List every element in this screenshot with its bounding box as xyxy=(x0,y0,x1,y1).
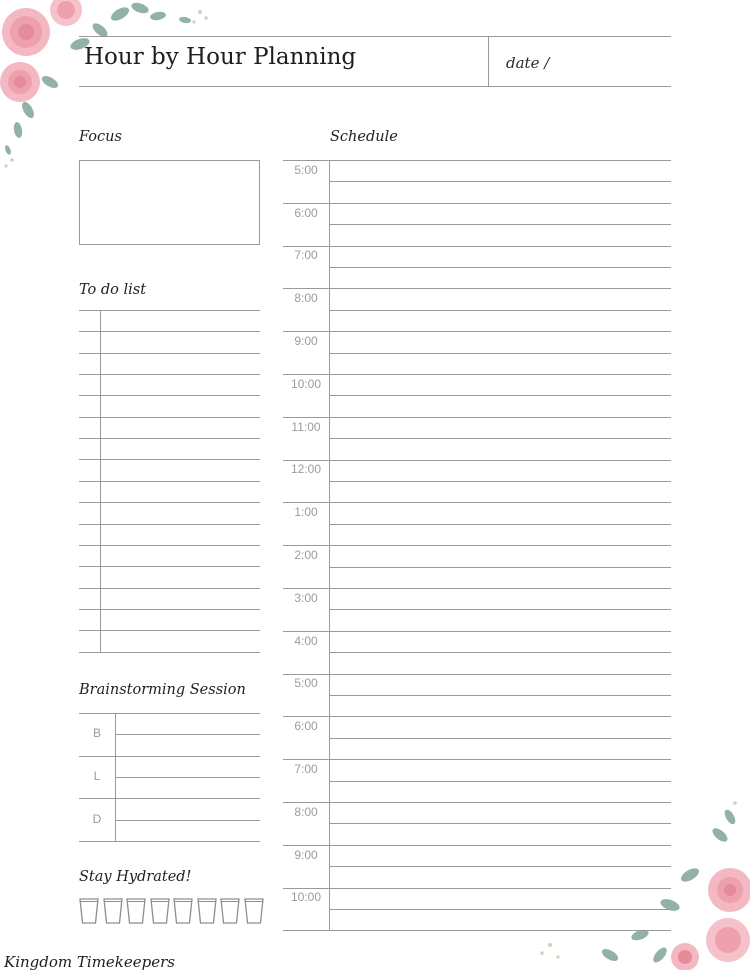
schedule-slot[interactable] xyxy=(330,545,671,588)
schedule-time-label: 9:00 xyxy=(294,334,318,348)
hydrate-heading: Stay Hydrated! xyxy=(79,869,192,885)
brainstorm-heading: Brainstorming Session xyxy=(79,682,246,698)
schedule-slot[interactable] xyxy=(330,631,671,674)
header-divider xyxy=(488,36,489,87)
todo-item[interactable] xyxy=(101,524,260,545)
todo-item[interactable] xyxy=(101,566,260,587)
todo-item[interactable] xyxy=(101,353,260,374)
water-cup-icon[interactable] xyxy=(79,898,99,928)
header-top-rule xyxy=(79,36,671,37)
schedule-time-label: 9:00 xyxy=(294,848,318,862)
todo-item[interactable] xyxy=(101,502,260,523)
water-cup-icon[interactable] xyxy=(173,898,193,928)
schedule-time-label: 5:00 xyxy=(294,163,318,177)
todo-item[interactable] xyxy=(101,438,260,459)
schedule-time-label: 10:00 xyxy=(290,890,322,904)
brainstorm-rule xyxy=(79,841,260,842)
schedule-slot[interactable] xyxy=(330,502,671,545)
schedule-slot[interactable] xyxy=(330,417,671,460)
schedule-slot[interactable] xyxy=(330,674,671,717)
brainstorm-meal-label: D xyxy=(92,812,102,826)
schedule-slot[interactable] xyxy=(330,203,671,246)
header-bottom-rule xyxy=(79,86,671,87)
footer-brand: Kingdom Timekeepers xyxy=(4,953,175,971)
water-cup-icon[interactable] xyxy=(150,898,170,928)
schedule-time-label: 7:00 xyxy=(294,248,318,262)
schedule-slot[interactable] xyxy=(330,845,671,888)
schedule-time-label: 8:00 xyxy=(294,805,318,819)
brainstorm-entry[interactable] xyxy=(116,756,260,799)
todo-item[interactable] xyxy=(101,459,260,480)
schedule-slot[interactable] xyxy=(330,588,671,631)
date-field-label[interactable]: date / xyxy=(506,54,550,72)
schedule-slot[interactable] xyxy=(330,802,671,845)
todo-item[interactable] xyxy=(101,310,260,331)
brainstorm-entry[interactable] xyxy=(116,798,260,841)
todo-item[interactable] xyxy=(101,630,260,651)
water-cup-icon[interactable] xyxy=(197,898,217,928)
todo-item[interactable] xyxy=(101,331,260,352)
schedule-slot[interactable] xyxy=(330,374,671,417)
schedule-time-label: 12:00 xyxy=(290,462,322,476)
todo-heading: To do list xyxy=(79,282,147,298)
schedule-slot[interactable] xyxy=(330,246,671,289)
todo-item[interactable] xyxy=(101,374,260,395)
water-cup-icon[interactable] xyxy=(220,898,240,928)
brainstorm-meal-label: B xyxy=(92,726,101,740)
schedule-slot[interactable] xyxy=(330,460,671,503)
schedule-slot[interactable] xyxy=(330,716,671,759)
brainstorm-entry[interactable] xyxy=(116,713,260,756)
todo-item[interactable] xyxy=(101,395,260,416)
focus-box[interactable] xyxy=(79,160,260,245)
schedule-slot[interactable] xyxy=(330,331,671,374)
schedule-time-label: 11:00 xyxy=(291,420,321,434)
schedule-time-label: 3:00 xyxy=(294,591,318,605)
todo-item[interactable] xyxy=(101,545,260,566)
todo-item[interactable] xyxy=(101,417,260,438)
schedule-slot[interactable] xyxy=(330,759,671,802)
schedule-time-label: 8:00 xyxy=(294,291,318,305)
schedule-time-label: 5:00 xyxy=(294,676,318,690)
water-cup-icon[interactable] xyxy=(244,898,264,928)
schedule-time-label: 7:00 xyxy=(294,762,318,776)
todo-item[interactable] xyxy=(101,609,260,630)
schedule-time-label: 2:00 xyxy=(294,548,318,562)
schedule-time-label: 6:00 xyxy=(294,719,318,733)
schedule-time-label: 1:00 xyxy=(294,505,318,519)
schedule-slot[interactable] xyxy=(330,160,671,203)
schedule-slot[interactable] xyxy=(330,288,671,331)
schedule-time-label: 10:00 xyxy=(290,377,322,391)
water-cup-icon[interactable] xyxy=(103,898,123,928)
floral-corner-top-left xyxy=(0,0,220,175)
brainstorm-meal-label: L xyxy=(93,769,101,783)
todo-item[interactable] xyxy=(101,481,260,502)
focus-heading: Focus xyxy=(79,129,122,145)
schedule-time-label: 4:00 xyxy=(294,634,318,648)
schedule-time-label: 6:00 xyxy=(294,206,318,220)
schedule-heading: Schedule xyxy=(330,129,398,145)
page-title: Hour by Hour Planning xyxy=(84,44,357,70)
todo-item[interactable] xyxy=(101,588,260,609)
todo-rule xyxy=(79,652,260,653)
schedule-slot[interactable] xyxy=(330,888,671,931)
water-cup-icon[interactable] xyxy=(126,898,146,928)
